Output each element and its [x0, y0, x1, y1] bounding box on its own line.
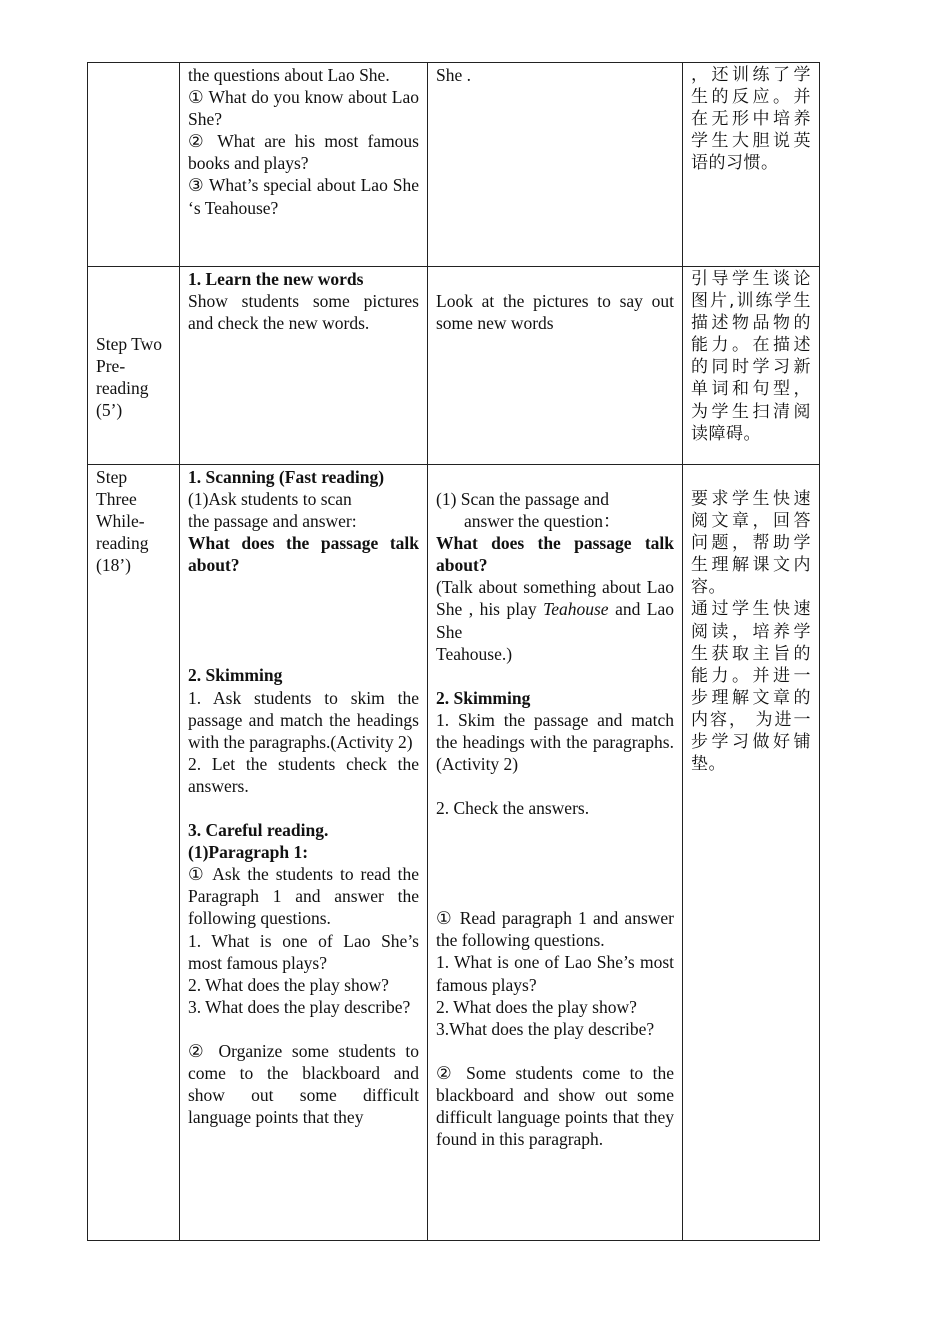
step-cell [88, 267, 180, 465]
purpose-text: 引导学生谈论图片,训练学生描述物品物的能力。在描述的同时学习新单词和句型，为学生扫清阅读障碍。 [691, 269, 811, 444]
table-row [88, 63, 820, 267]
section-heading: 2. Skimming [188, 665, 283, 686]
student-text: Look at the pictures to say out some new words [436, 291, 674, 334]
purpose-text: 要求学生快速阅文章，回答问题，帮助学生理解课文内容。 [691, 489, 811, 598]
question-item: 3.What does the play describe? [436, 1018, 655, 1039]
step-cell [88, 465, 180, 1241]
step-label: Step Two [96, 334, 163, 354]
purpose-text: ，还训练了学生的反应。并在无形中培养学生大胆说英语的习惯。 [691, 65, 811, 174]
question-item: 1. What is one of Lao She’s most famous plays? [188, 930, 419, 973]
section-heading: 3. Careful reading. [188, 820, 329, 841]
step-label: reading [96, 378, 149, 399]
student-text: 1. Skim the passage and match the headings with the paragraphs. (Activity 2) [436, 709, 674, 775]
teacher-activity-cell [180, 465, 428, 1241]
answer-text: and Lao She [436, 599, 675, 642]
step-label: reading [96, 533, 149, 554]
student-text: answer the question： [464, 511, 621, 532]
student-answer [436, 576, 674, 642]
teacher-text: 2. Let the students check the answers. [188, 753, 419, 796]
step-label: Three [96, 489, 137, 510]
purpose-cell [683, 465, 820, 1241]
step-label: Pre- [96, 356, 126, 377]
question-item: ② What are his most famous books and plays? [188, 131, 419, 174]
table-row [88, 267, 820, 465]
section-subheading: (1)Paragraph 1: [188, 842, 309, 863]
student-text: ① Read paragraph 1 and answer the following questions. [436, 908, 674, 951]
teacher-text: (1)Ask students to scan [188, 489, 352, 510]
question-item: 2. What does the play show? [436, 996, 637, 1017]
step-label: While- [96, 511, 145, 532]
student-text: (1) Scan the passage and [436, 489, 609, 509]
step-duration: (5’) [96, 400, 123, 421]
student-text: ② Some students come to the blackboard and show out some difficult language points that they found in this paragraph. [436, 1062, 674, 1150]
step-label: Step [96, 467, 128, 487]
teacher-text: the passage and answer: [188, 511, 357, 532]
question-item: 1. What is one of Lao She’s most famous plays? [436, 952, 674, 995]
answer-text: (Talk about something about Lao She , his play [436, 577, 674, 620]
teacher-text: the questions about Lao She. [188, 65, 390, 85]
step-duration: (18’) [96, 555, 131, 576]
teacher-activity-cell [180, 267, 428, 465]
question-item: 2. What does the play show? [188, 974, 389, 995]
table-row [88, 465, 820, 1241]
teacher-text: 1. Ask students to skim the passage and match the headings with the paragraphs.(Activity 2) [188, 687, 419, 752]
play-title: Teahouse [543, 599, 609, 620]
scan-question: What does the passage talk about? [436, 533, 674, 576]
step-cell [88, 63, 180, 267]
teacher-text: ② Organize some students to come to the blackboard and show out some difficult language points that they [188, 1040, 419, 1128]
section-heading: 1. Scanning (Fast reading) [188, 467, 385, 487]
purpose-cell [683, 267, 820, 465]
student-activity-cell [428, 267, 683, 465]
student-activity-cell [428, 63, 683, 267]
question-item: 3. What does the play describe? [188, 996, 411, 1017]
purpose-text: 通过学生快速阅读，培养学生获取主旨的能力。并进一步理解文章的内容， 为进一步学习做好铺垫。 [691, 599, 811, 775]
student-activity-cell [428, 465, 683, 1241]
teacher-text: ① Ask the students to read the Paragraph 1 and answer the following questions. [188, 864, 419, 929]
purpose-cell [683, 63, 820, 267]
lesson-plan-table [87, 62, 820, 1241]
question-item: ① What do you know about Lao She? [188, 87, 419, 130]
question-item: ③ What’s special about Lao She ‘s Teahouse? [188, 175, 419, 218]
student-text: 2. Check the answers. [436, 798, 590, 819]
teacher-text: Show students some pictures and check the new words. [188, 291, 419, 334]
scan-question: What does the passage talk about? [188, 533, 419, 576]
section-heading: 2. Skimming [436, 687, 531, 708]
teacher-activity-cell [180, 63, 428, 267]
student-text: She . [436, 65, 471, 85]
answer-text: Teahouse.) [436, 643, 513, 664]
section-heading: 1. Learn the new words [188, 269, 364, 289]
